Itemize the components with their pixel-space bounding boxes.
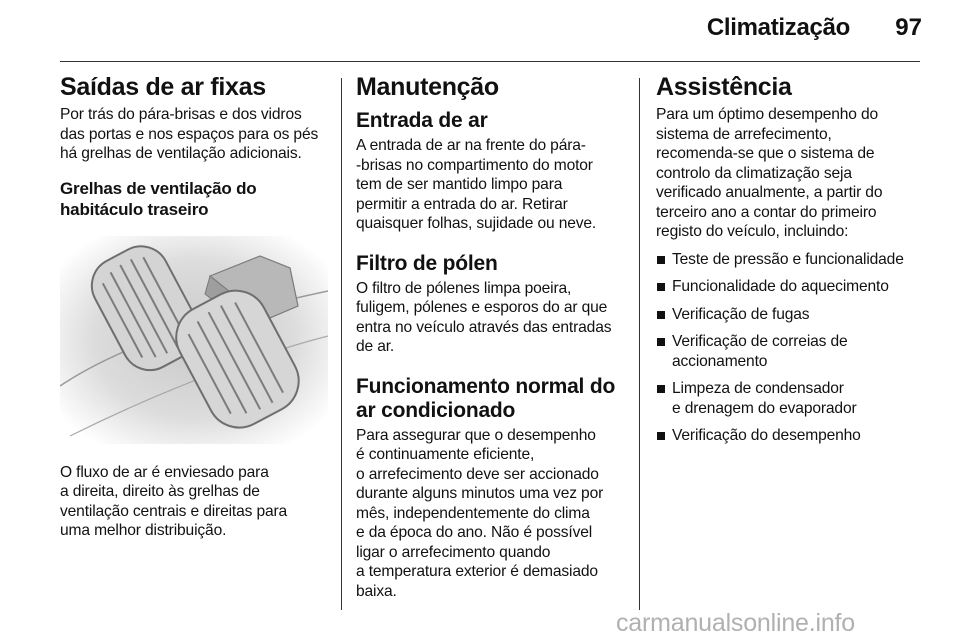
text-line: controlo da climatização seja [656,164,852,182]
rear-vents-caption [60,463,332,541]
column-maintenance [356,74,624,601]
list-item-text: Verificação do desempenho [672,427,861,444]
text-line: a temperatura exterior é demasiado [356,563,598,580]
list-item-text: Verificação de fugas [672,305,810,323]
list-item-text: accionamento [672,352,768,370]
service-paragraph [656,105,924,242]
column-divider-1 [341,78,342,610]
text-line: sistema de arrefecimento, [656,125,832,143]
square-bullet-icon [657,283,665,291]
text-line: Para um óptimo desempenho do [656,106,879,123]
subheading-rear-vents [60,178,332,220]
list-item-text: e drenagem do evaporador [672,399,857,417]
text-line: -brisas no compartimento do motor [356,156,593,174]
text-line: o arrefecimento deve ser accionado [356,465,599,483]
list-item [656,379,924,418]
subheading-air-intake: Entrada de ar [356,109,488,132]
text-line: fuligem, pólenes e esporos do ar que [356,299,608,316]
ac-operation-paragraph [356,426,624,602]
text-line: uma melhor distribuição. [60,522,227,539]
square-bullet-icon [657,311,665,319]
subheading-pollen-filter: Filtro de pólen [356,251,498,275]
text-line: registo do veículo, incluindo: [656,223,849,240]
fixed-vents-paragraph [60,105,332,164]
text-line: e da época do ano. Não é possível [356,524,593,541]
text-line: é continuamente eficiente, [356,446,535,463]
air-intake-paragraph [356,136,624,234]
text-line: recomenda-se que o sistema de [656,145,875,162]
text-line: O filtro de pólenes limpa poeira, [356,279,572,297]
text-line: das portas e nos espaços para os pés [60,125,319,143]
section-heading-maintenance: Manutenção [356,73,499,101]
subheading-line: habitáculo traseiro [60,199,209,219]
pollen-filter-paragraph [356,279,624,357]
subheading-line: ar condicionado [356,398,516,422]
list-item [656,332,924,371]
list-item-text: Limpeza de condensador [672,380,844,397]
text-line: ventilação centrais e direitas para [60,502,288,520]
list-item [656,250,924,270]
square-bullet-icon [657,338,665,346]
chapter-title: Climatização [706,14,850,41]
subheading-line: Grelhas de ventilação do [60,178,257,198]
list-item-text: Verificação de correias de [672,333,848,350]
column-divider-2 [639,78,640,610]
text-line: A entrada de ar na frente do pára- [356,137,586,154]
text-line: quaisquer folhas, sujidade ou neve. [356,215,597,232]
column-fixed-vents [60,74,332,541]
subheading-line: Funcionamento normal do [356,374,616,398]
text-line: entra no veículo através das entradas [356,318,612,336]
text-line: Para assegurar que o desempenho [356,426,596,444]
service-checklist [656,250,924,446]
site-watermark: carmanualsonline.info [616,609,856,637]
text-line: há grelhas de ventilação adicionais. [60,145,302,162]
subheading-ac-operation [356,375,624,423]
text-line: terceiro ano a contar do primeiro [656,203,877,221]
text-line: tem de ser mantido limpo para [356,176,563,193]
square-bullet-icon [657,432,665,440]
list-item [656,277,924,297]
text-line: O fluxo de ar é enviesado para [60,463,269,481]
text-line: baixa. [356,582,397,600]
section-heading-service: Assistência [656,73,792,101]
text-line: de ar. [356,338,395,355]
list-item-text: Teste de pressão e funcionalidade [672,250,904,268]
list-item-text: Funcionalidade do aquecimento [672,278,889,295]
rear-air-vents-illustration [60,236,328,444]
text-line: ligar o arrefecimento quando [356,543,551,561]
text-line: mês, independentemente do clima [356,504,590,522]
list-item [656,426,924,446]
square-bullet-icon [657,385,665,393]
text-line: verificado anualmente, a partir do [656,184,883,201]
section-heading-fixed-vents: Saídas de ar fixas [60,73,266,101]
list-item [656,305,924,325]
text-line: durante alguns minutos uma vez por [356,485,604,502]
text-line: a direita, direito às grelhas de [60,483,260,500]
text-line: Por trás do pára-brisas e dos vidros [60,106,302,123]
column-service [656,74,924,446]
header-divider [60,61,920,62]
page-number: 97 [895,14,922,41]
square-bullet-icon [657,256,665,264]
text-line: permitir a entrada do ar. Retirar [356,195,568,213]
